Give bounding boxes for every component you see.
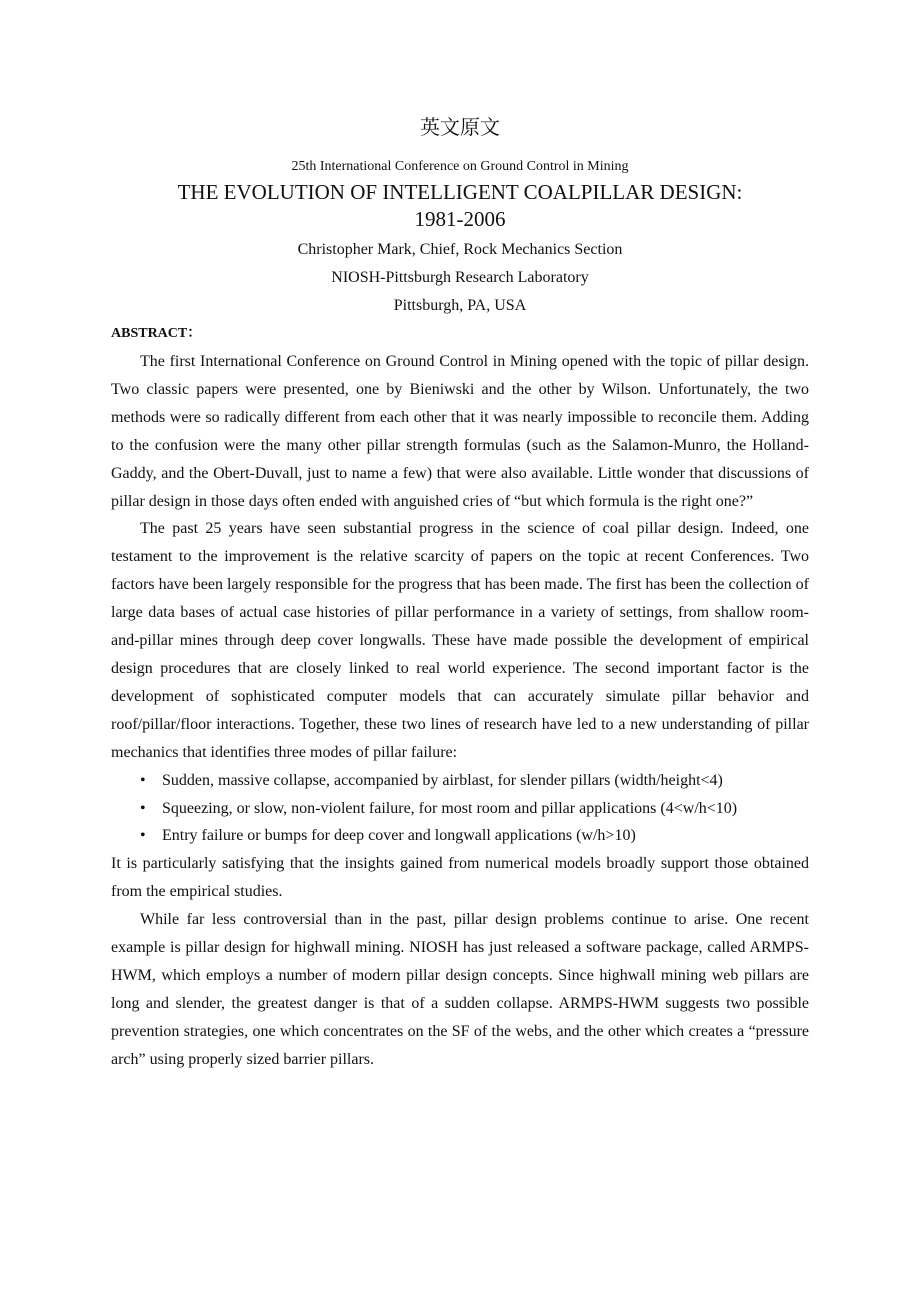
abstract-paragraph-2: The past 25 years have seen substantial progress in the science of coal pillar design. Indeed, one testament to the improvement is the relative scarcity of papers on the topic at recent Conferences. Two factors have been largely responsible for the progress that has been made. The first has been the collection of large data bases of actual case histories of pillar performance in a variety of settings, from shallow room-and-pillar mines through deep cover longwalls. These have made possible the development of empirical design procedures that are closely linked to real world experience. The second important factor is the development of sophisticated computer models that can accurately simulate pillar behavior and roof/pillar/floor interactions. Together, these two lines of research have led to a new understanding of pillar mechanics that identifies three modes of pillar failure:: [111, 520, 809, 761]
bullet-text: Squeezing, or slow, non-violent failure, for most room and pillar applications (4<w/h<10): [162, 799, 738, 817]
paper-title: [111, 179, 809, 233]
paper-title-line-2: 1981-2006: [414, 207, 506, 231]
bullet-marker: •: [140, 771, 146, 789]
affiliation-line: NIOSH-Pittsburgh Research Laboratory: [331, 269, 589, 286]
failure-mode-bullet-2: [111, 795, 809, 823]
bullet-text: Entry failure or bumps for deep cover and longwall applications (w/h>10): [162, 827, 636, 845]
failure-mode-bullet-3: [111, 822, 809, 850]
author-line: Christopher Mark, Chief, Rock Mechanics Section: [297, 241, 623, 258]
bullet-marker: •: [140, 799, 146, 817]
abstract-paragraph-3: It is particularly satisfying that the insights gained from numerical models broadly support those obtained from the empirical studies.: [111, 855, 809, 901]
location-line: Pittsburgh, PA, USA: [393, 297, 527, 314]
document-page: [111, 113, 809, 1074]
bullet-text: Sudden, massive collapse, accompanied by airblast, for slender pillars (width/height<4): [162, 771, 723, 789]
abstract-heading: ABSTRACT：: [111, 326, 202, 341]
conference-name: 25th International Conference on Ground Control in Mining: [291, 159, 629, 174]
abstract-paragraph-1: The first International Conference on Ground Control in Mining opened with the topic of pillar design. Two classic papers were presented, one by Bieniwski and the other by Wilson. Unfortunately, the two methods were so radically different from each other that it was nearly impossible to reconcile them. Adding to the confusion were the many other pillar strength formulas (such as the Salamon-Munro, the Holland-Gaddy, and the Obert-Duvall, just to name a few) that were also available. Little wonder that discussions of pillar design in those days often ended with anguished cries of “but which formula is the right one?”: [111, 353, 809, 510]
bullet-marker: •: [140, 827, 146, 845]
failure-mode-bullet-1: [111, 767, 809, 795]
abstract-paragraph-4: While far less controversial than in the past, pillar design problems continue to arise. One recent example is pillar design for highwall mining. NIOSH has just released a software package, called ARMPS-HWM, which employs a number of modern pillar design concepts. Since highwall mining web pillars are long and slender, the greatest danger is that of a sudden collapse. ARMPS-HWM suggests two possible prevention strategies, one which concentrates on the SF of the webs, and the other which creates a “pressure arch” using properly sized barrier pillars.: [111, 911, 809, 1068]
paper-title-line-1: THE EVOLUTION OF INTELLIGENT COALPILLAR DESIGN:: [177, 180, 743, 204]
chinese-title: 英文原文: [420, 115, 500, 139]
